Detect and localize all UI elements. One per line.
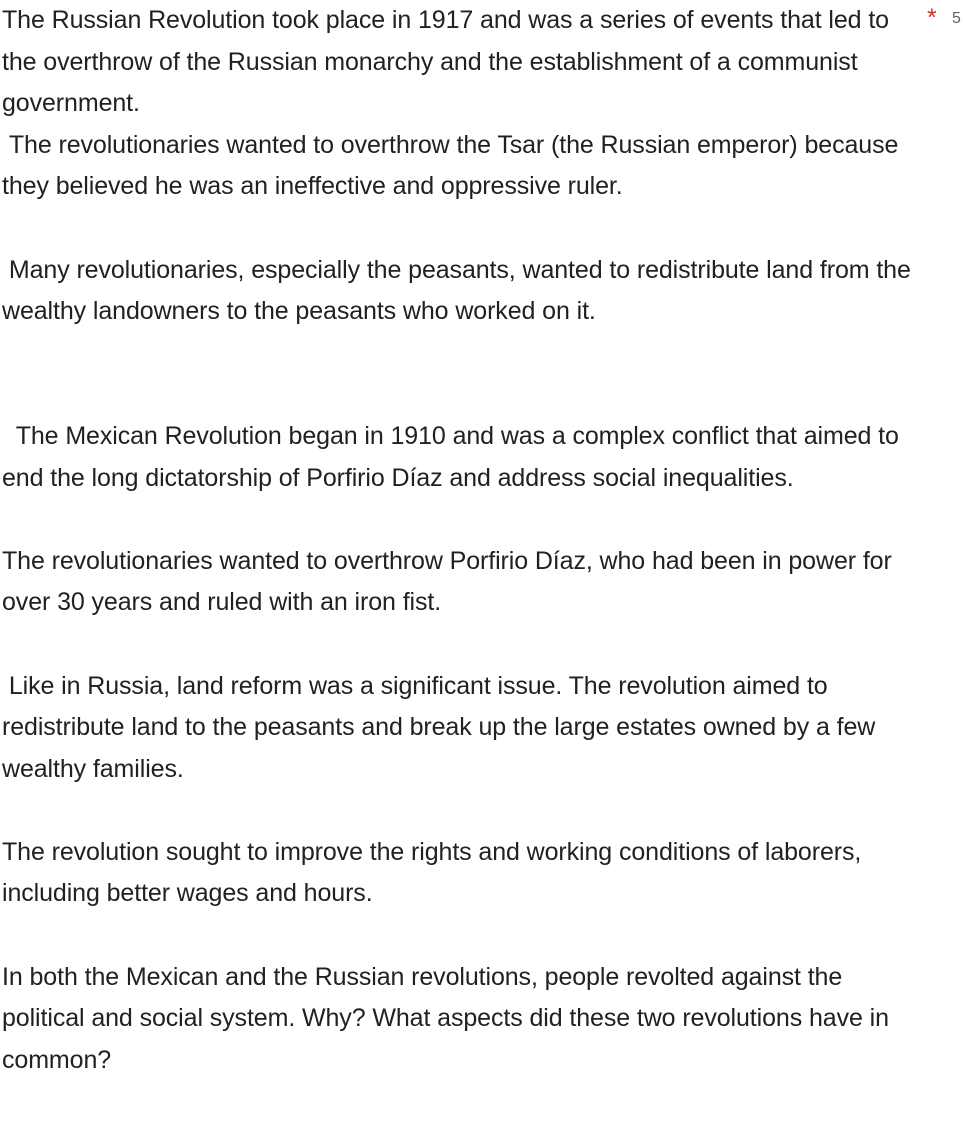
- question-text: The Russian Revolution took place in 1917 and was a series of events that led to the overthrow of the Russian monarchy and the establishment of a communist government. The revolutionaries wanted to overthrow the Tsar (the Russian emperor) because they believed he was an ineffective and oppressive ruler. Many revolutionaries, especially the peasants, wanted to redistribute land from the wealthy landowners to the peasants who worked on it. The Mexican Revolution began in 1910 and was a complex conflict that aimed to end the long dictatorship of Porfirio Díaz and address social inequalities. The revolutionaries wanted to overthrow Porfirio Díaz, who had been in power for over 30 years and ruled with an iron fist. Like in Russia, land reform was a significant issue. The revolution aimed to redistribute land to the peasants and break up the large estates owned by a few wealthy families. The revolution sought to improve the rights and working conditions of laborers, including better wages and hours. In both the Mexican and the Russian revolutions, people revolted against the political and social system. Why? What aspects did these two revolutions have in common?: [2, 6, 911, 1074]
- required-asterisk: *: [927, 4, 937, 32]
- points-value: 5: [952, 10, 961, 27]
